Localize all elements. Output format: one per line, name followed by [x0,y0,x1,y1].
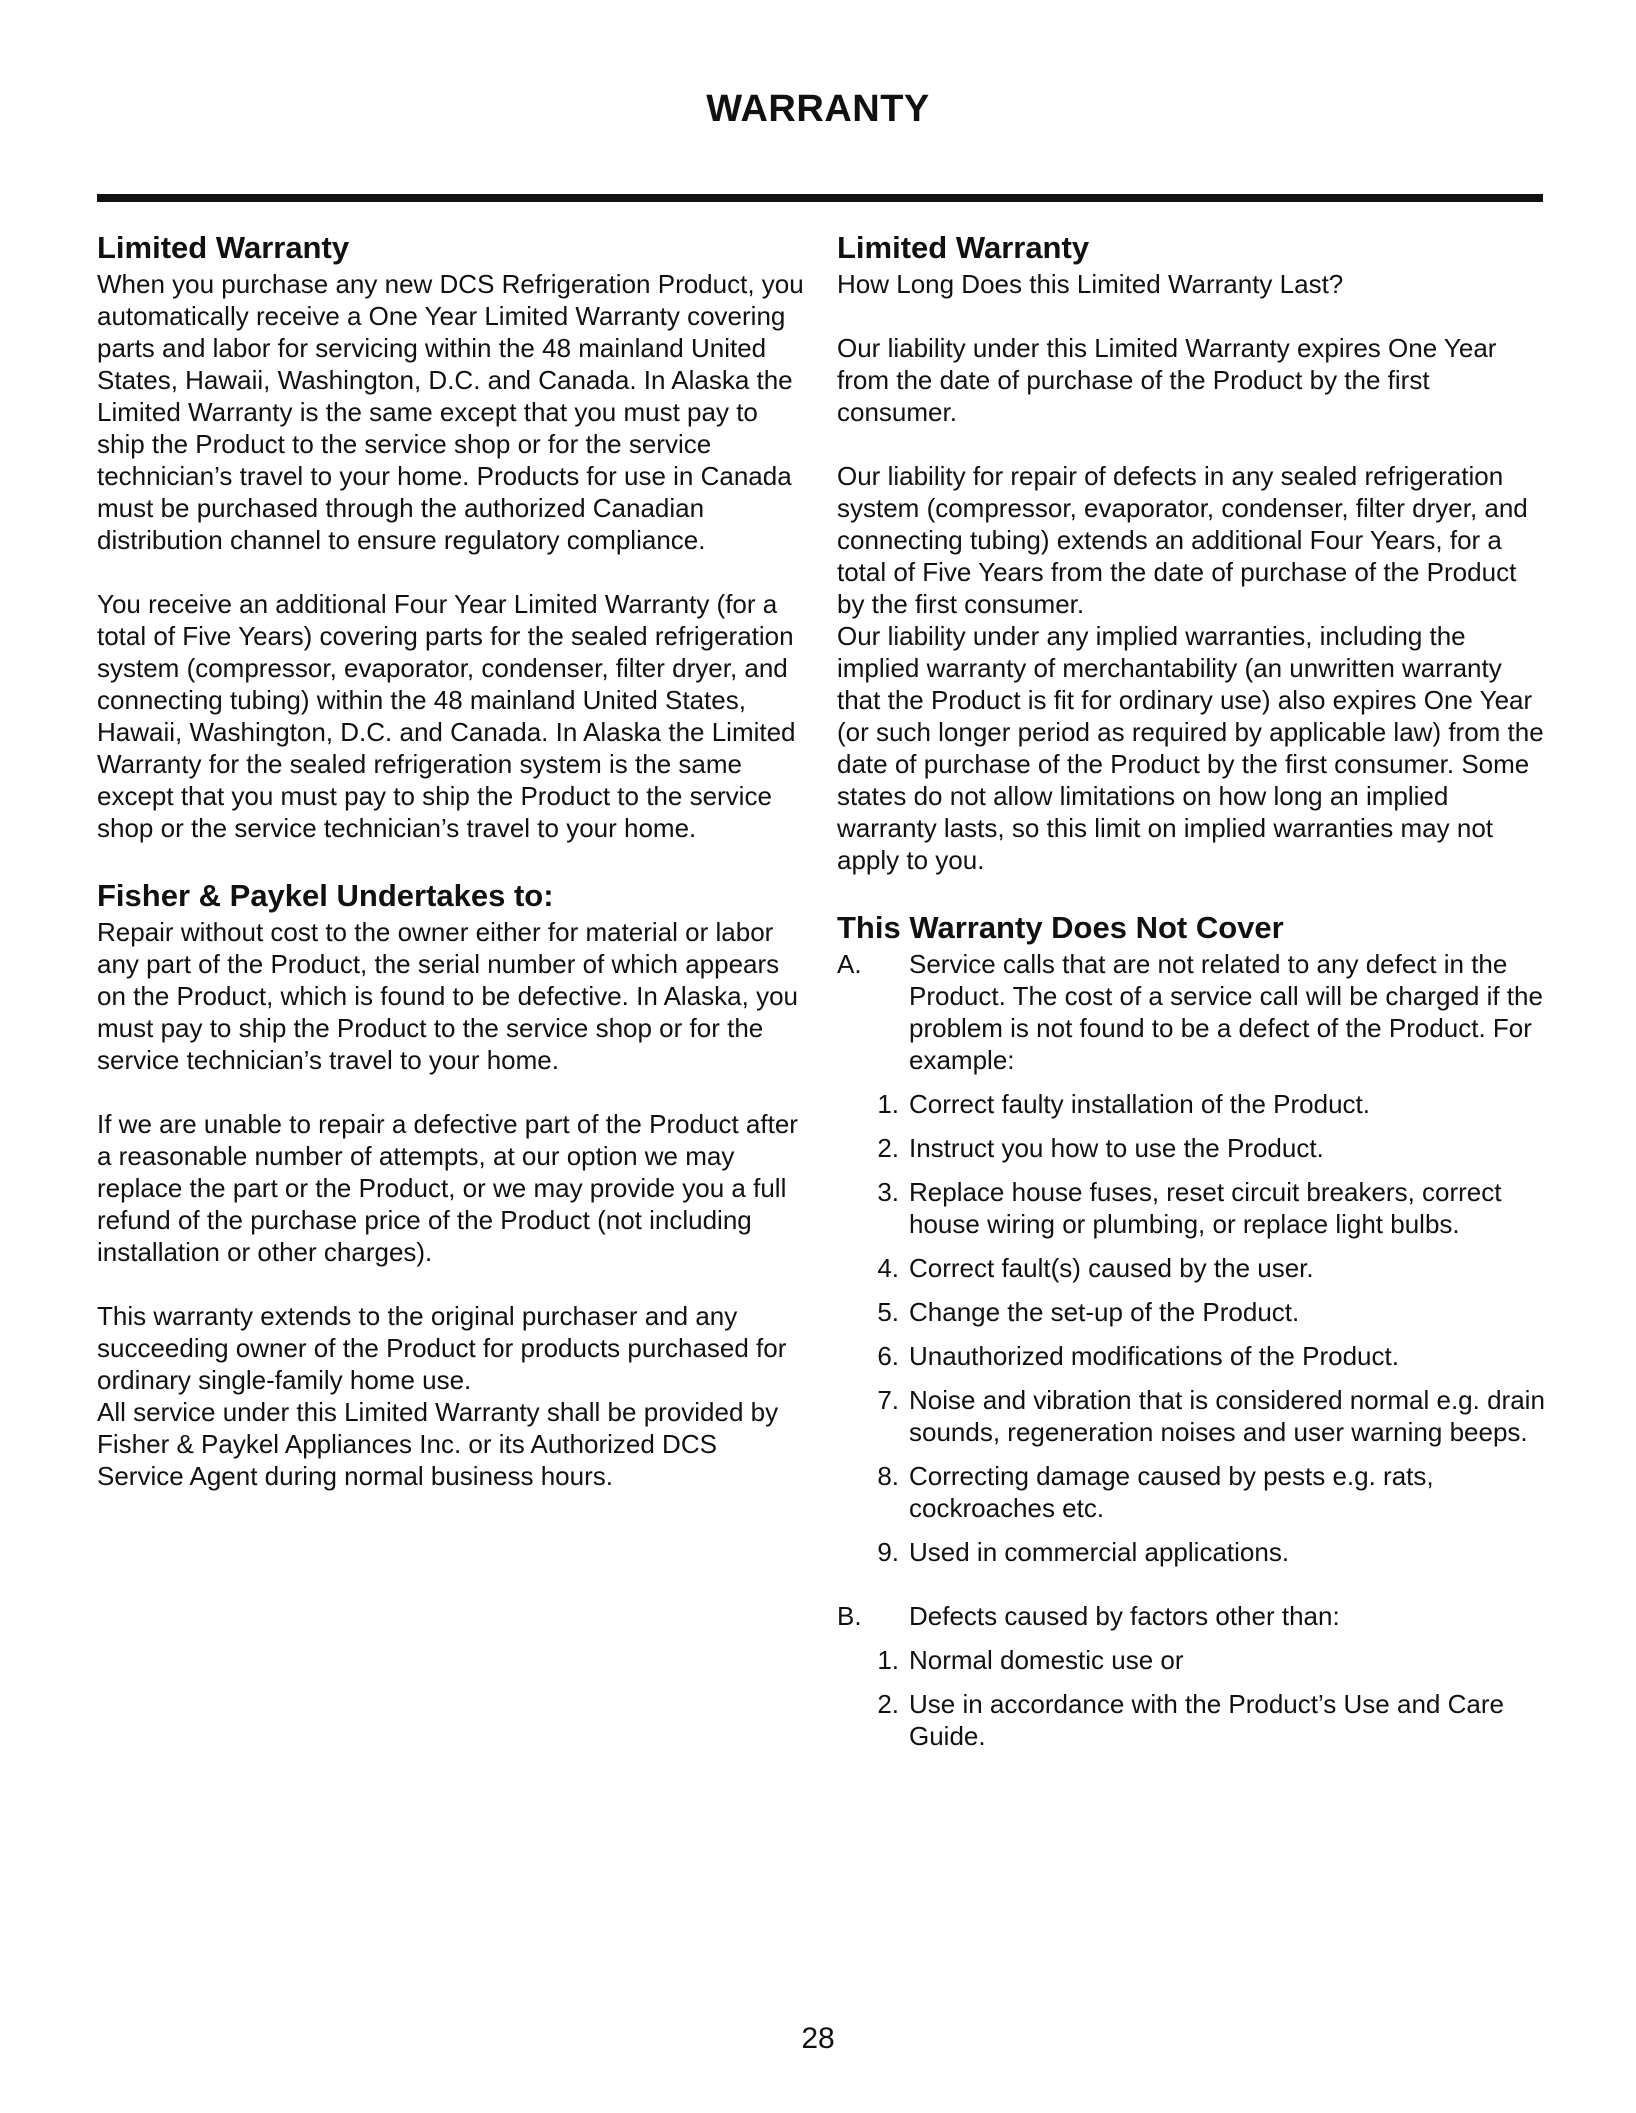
list-item-number: 6. [877,1341,899,1371]
right-column [837,228,1547,1764]
left-column [97,228,807,1524]
exclusion-a-letter: A. [837,949,862,979]
list-item-text: Correct fault(s) caused by the user. [909,1253,1314,1283]
list-item-text: Used in commercial applications. [909,1537,1290,1567]
list-item-text: Correcting damage caused by pests e.g. rats, cockroaches etc. [909,1461,1434,1523]
exclusion-a [837,948,1547,1076]
exclusion-b-list [837,1644,1547,1752]
list-item-text: Use in accordance with the Product’s Use and Care Guide. [909,1689,1504,1751]
exclusion-b-letter: B. [837,1601,862,1631]
list-item [837,1536,1547,1568]
list-item [837,1088,1547,1120]
list-item-number: 9. [877,1537,899,1567]
list-item [837,1176,1547,1240]
list-item [837,1340,1547,1372]
limited-warranty-heading: Limited Warranty [97,230,350,265]
limited-warranty-paragraph-1: When you purchase any new DCS Refrigeration Product, you automatically receive a One Year Limited Warranty covering parts and labor for servicing within the 48 mainland United States, Hawaii, Washington, D.C. and Canada. In Alaska the Limited Warranty is the same except that you must pay to ship the Product to the service shop or for the service technician’s travel to your home. Products for use in Canada must be purchased through the authorized Canadian distribution channel to ensure regulatory compliance. [97,269,804,555]
list-item-number: 2. [877,1689,899,1719]
list-item-number: 2. [877,1133,899,1163]
undertakes-paragraph-1: Repair without cost to the owner either for material or labor any part of the Product, the serial number of which appears on the Product, which is found to be defective. In Alaska, you must pay to ship the Product to the service shop or for the service technician’s travel to your home. [97,917,798,1075]
list-item-number: 3. [877,1177,899,1207]
list-item-number: 1. [877,1089,899,1119]
list-item-text: Correct faulty installation of the Product. [909,1089,1371,1119]
limited-warranty-duration-heading: Limited Warranty [837,230,1090,265]
exclusion-a-list [837,1088,1547,1568]
list-item-text: Unauthorized modifications of the Product. [909,1341,1399,1371]
list-item-text: Replace house fuses, reset circuit breakers, correct house wiring or plumbing, or replace light bulbs. [909,1177,1502,1239]
header-rule [97,194,1543,202]
duration-paragraph-3: Our liability under any implied warranties, including the implied warranty of merchantability (an unwritten warranty that the Product is fit for ordinary use) also expires One Year (or such longer period as required by applicable law) from the date of purchase of the Product by the first consumer. Some states do not allow limitations on how long an implied warranty lasts, so this limit on implied warranties may not apply to you. [837,621,1544,875]
list-item [837,1460,1547,1524]
duration-paragraph-2: Our liability for repair of defects in any sealed refrigeration system (compressor, evaporator, condenser, filter dryer, and connecting tubing) extends an additional Four Years, for a total of Five Years from the date of purchase of the Product by the first consumer. [837,461,1528,619]
limited-warranty-paragraph-2: You receive an additional Four Year Limited Warranty (for a total of Five Years) covering parts for the sealed refrigeration system (compressor, evaporator, condenser, filter dryer, and connecting tubing) within the 48 mainland United States, Hawaii, Washington, D.C. and Canada. In Alaska the Limited Warranty for the sealed refrigeration system is the same except that you must pay to ship the Product to the service shop or the service technician’s travel to your home. [97,589,796,843]
does-not-cover-heading: This Warranty Does Not Cover [837,910,1284,945]
duration-subheading: How Long Does this Limited Warranty Last? [837,269,1344,299]
undertakes-paragraph-3: This warranty extends to the original purchaser and any succeeding owner of the Product for products purchased for ordinary single-family home use. [97,1301,787,1395]
list-item-text: Normal domestic use or [909,1645,1184,1675]
list-item-number: 5. [877,1297,899,1327]
exclusion-b [837,1600,1547,1632]
list-item-number: 1. [877,1645,899,1675]
page-number: 28 [801,2022,835,2055]
list-item-number: 4. [877,1253,899,1283]
undertakes-heading: Fisher & Paykel Undertakes to: [97,878,554,913]
exclusion-b-text: Defects caused by factors other than: [909,1601,1340,1631]
page-title: WARRANTY [706,88,930,130]
undertakes-paragraph-4: All service under this Limited Warranty shall be provided by Fisher & Paykel Appliances Inc. or its Authorized DCS Service Agent during normal business hours. [97,1397,779,1491]
list-item [837,1384,1547,1448]
list-item [837,1688,1547,1752]
list-item [837,1644,1547,1676]
duration-paragraph-1: Our liability under this Limited Warranty expires One Year from the date of purchase of the Product by the first consumer. [837,333,1497,427]
list-item [837,1252,1547,1284]
list-item-text: Noise and vibration that is considered normal e.g. drain sounds, regeneration noises and user warning beeps. [909,1385,1545,1447]
list-item-number: 8. [877,1461,899,1491]
undertakes-paragraph-2: If we are unable to repair a defective part of the Product after a reasonable number of attempts, at our option we may replace the part or the Product, or we may provide you a full refund of the purchase price of the Product (not including installation or other charges). [97,1109,798,1267]
list-item-text: Change the set-up of the Product. [909,1297,1300,1327]
list-item [837,1132,1547,1164]
list-item [837,1296,1547,1328]
list-item-number: 7. [877,1385,899,1415]
exclusion-a-text: Service calls that are not related to any defect in the Product. The cost of a service call will be charged if the problem is not found to be a defect of the Product. For example: [909,949,1543,1075]
list-item-text: Instruct you how to use the Product. [909,1133,1324,1163]
